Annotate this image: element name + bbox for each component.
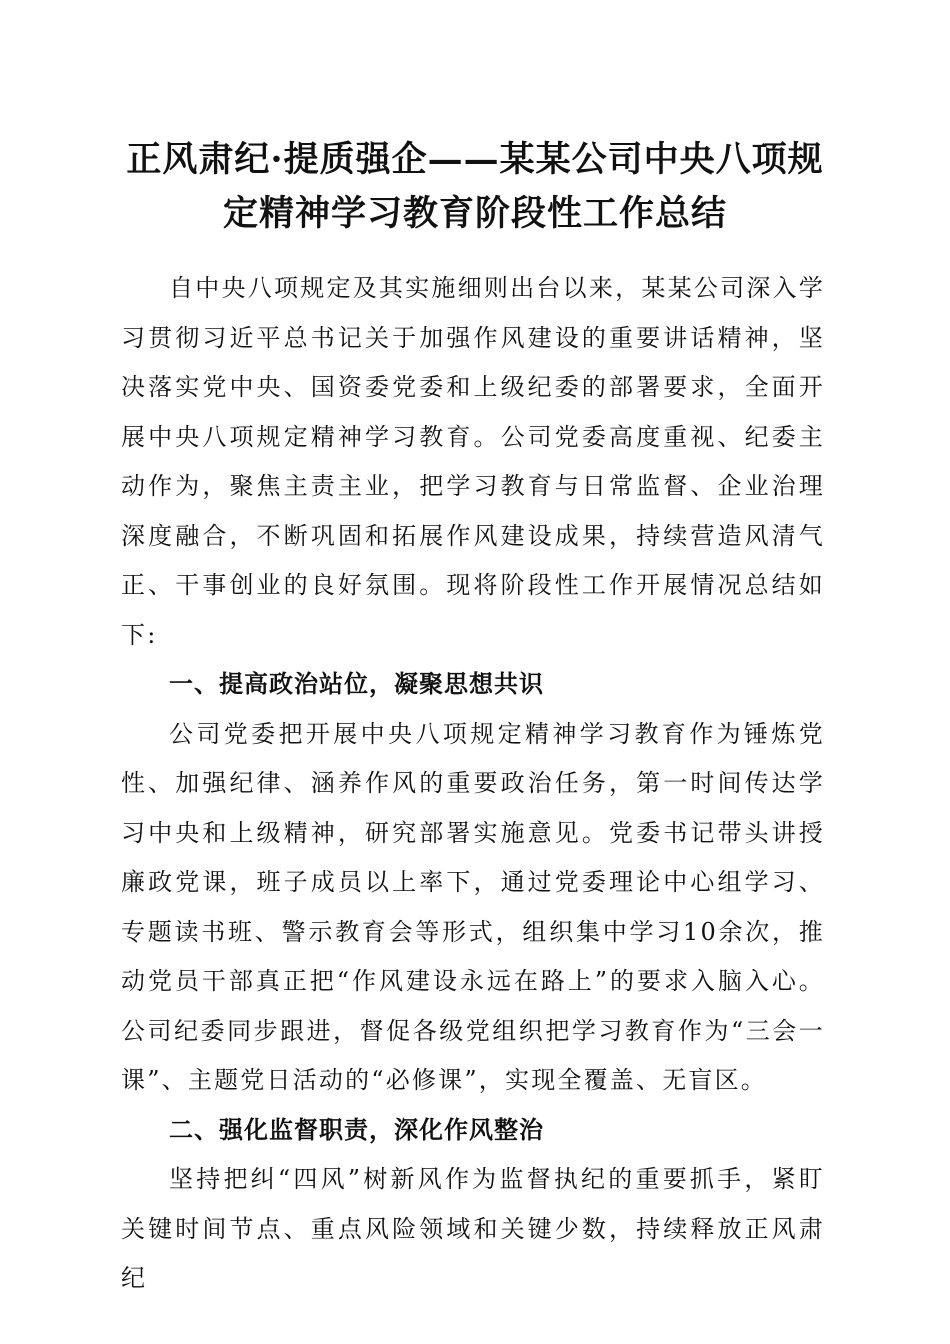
section-2-paragraph: 坚持把纠“四风”树新风作为监督执纪的重要抓手，紧盯关键时间节点、重点风险领域和关键少数，持续释放正风肃纪: [121, 1165, 825, 1292]
document-title-line-2: 定精神学习教育阶段性工作总结: [222, 193, 727, 234]
document-body: [121, 264, 825, 1304]
intro-paragraph: 自中央八项规定及其实施细则出台以来，某某公司深入学习贯彻习近平总书记关于加强作风建设的重要讲话精神，坚决落实党中央、国资委党委和上级纪委的部署要求，全面开展中央八项规定精神学习教育。公司党委高度重视、纪委主动作为，聚焦主责主业，把学习教育与日常监督、企业治理深度融合，不断巩固和拓展作风建设成果，持续营造风清气正、干事创业的良好氛围。现将阶段性工作开展情况总结如下:: [121, 274, 825, 649]
section-2-heading: 二、强化监督职责，深化作风整治: [169, 1115, 544, 1144]
document-title-line-1: 正风肃纪·提质强企——某某公司中央八项规: [126, 139, 824, 180]
section-1-heading: 一、提高政治站位，凝聚思想共识: [169, 670, 544, 698]
section-1-paragraph: 公司党委把开展中央八项规定精神学习教育作为锤炼党性、加强纪律、涵养作风的重要政治任务，第一时间传达学习中央和上级精神，研究部署实施意见。党委书记带头讲授廉政党课，班子成员以上率下，通过党委理论中心组学习、专题读书班、警示教育会等形式，组织集中学习10余次，推动党员干部真正把“作风建设永远在路上”的要求入脑入心。公司纪委同步跟进，督促各级党组织把学习教育作为“三会一课”、主题党日活动的“必修课”，实现全覆盖、无盲区。: [121, 719, 825, 1094]
